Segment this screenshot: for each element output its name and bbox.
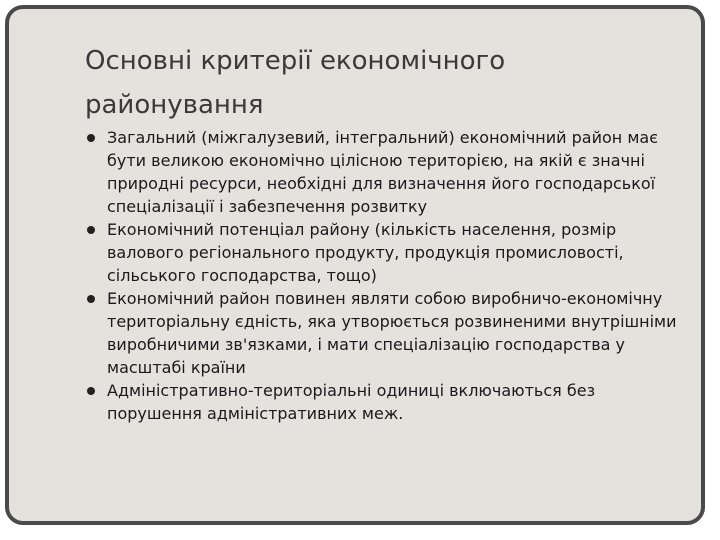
bullet-dot-icon bbox=[87, 226, 95, 234]
bullet-item bbox=[85, 379, 685, 425]
slide-frame bbox=[5, 5, 705, 525]
slide-title: Основні критерії економічного районування bbox=[85, 46, 506, 120]
bullet-text: Економічний потенціал району (кількість населення, розмір валового регіонального продукту, продукція промисловості, сільського господарства, тощо) bbox=[107, 220, 624, 285]
bullet-text: Адміністративно-територіальні одиниці включаються без порушення адміністративних меж. bbox=[107, 381, 596, 423]
bullet-text: Загальний (міжгалузевий, інтегральний) економічний район має бути великою економічно цілісною територією, на якій є значні природні ресурси, необхідні для визначення його господарської спеціалізації і забезпечення розвитку bbox=[107, 128, 658, 216]
bullet-list bbox=[85, 126, 685, 425]
bullet-text: Економічний район повинен являти собою виробничо-економічну територіальну єдність, яка утворюється розвиненими внутрішніми виробничими зв'язками, і мати спеціалізацію господарства у масштабі країни bbox=[107, 289, 677, 377]
bullet-dot-icon bbox=[87, 134, 95, 142]
bullet-dot-icon bbox=[87, 387, 95, 395]
bullet-item bbox=[85, 126, 685, 218]
bullet-dot-icon bbox=[87, 295, 95, 303]
bullet-item bbox=[85, 218, 685, 287]
bullet-item bbox=[85, 287, 685, 379]
